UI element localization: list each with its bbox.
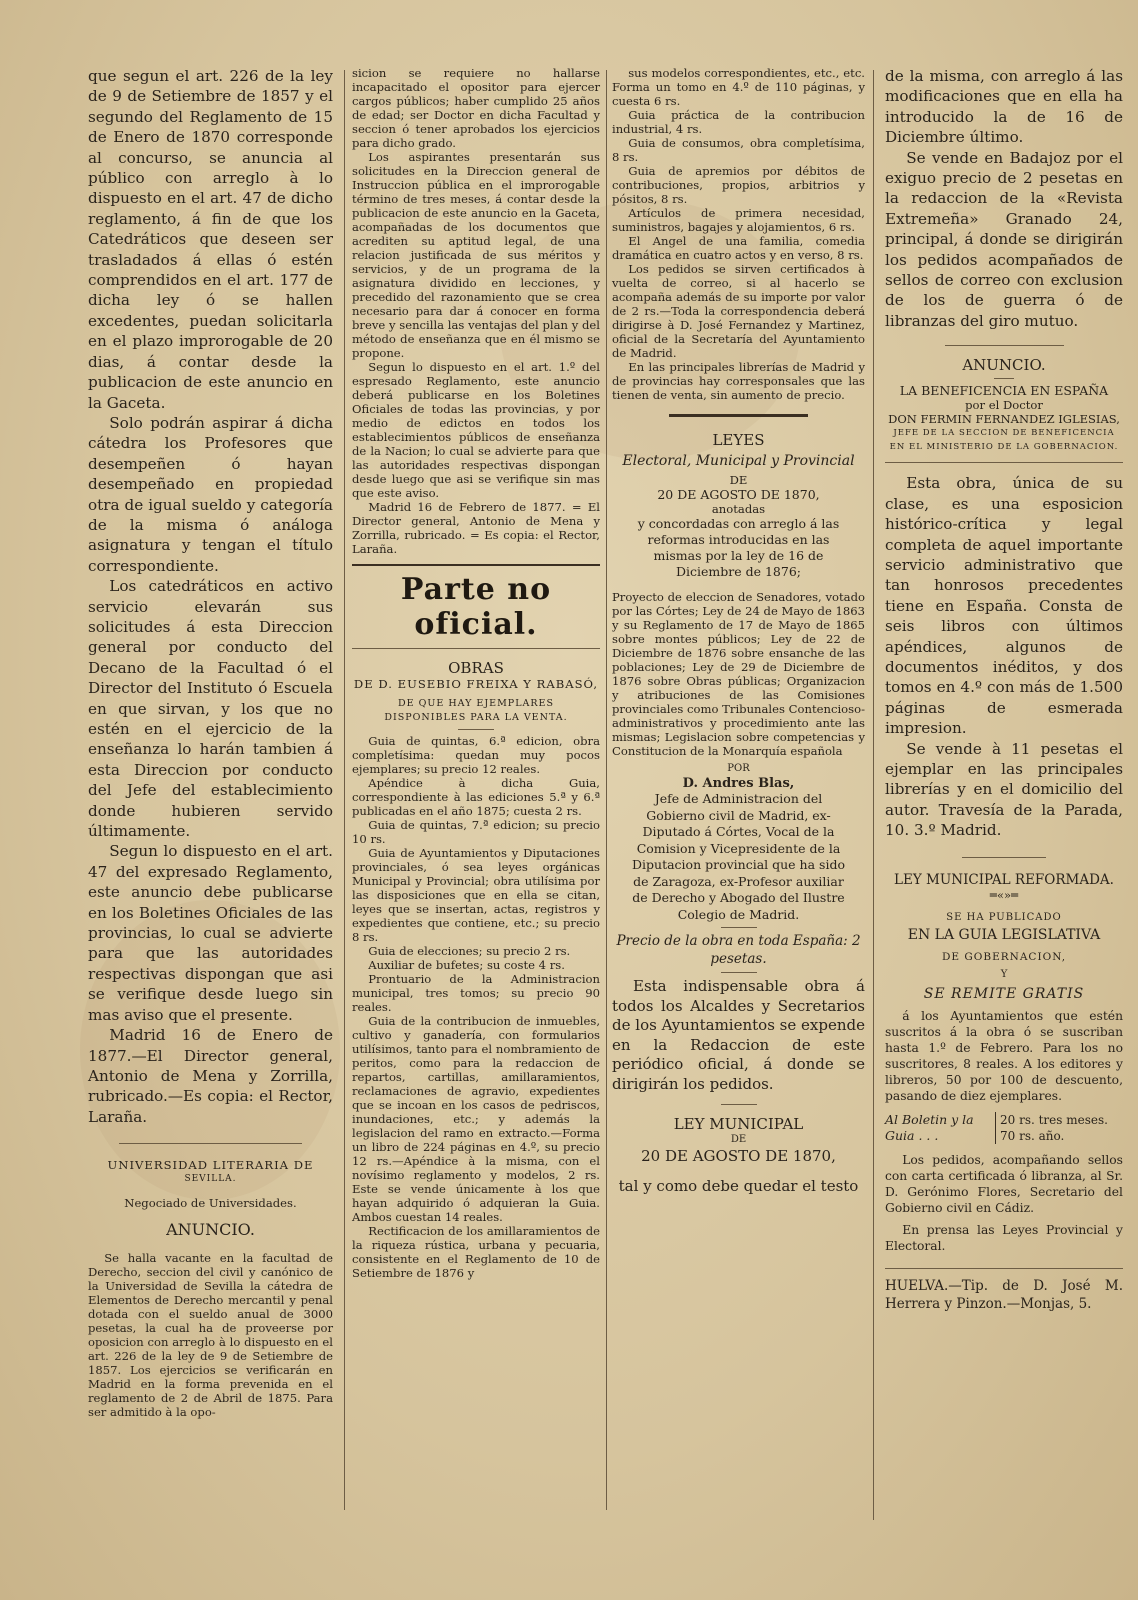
label: anotadas: [711, 502, 766, 516]
column-4: [885, 66, 1123, 1313]
paragraph: Los aspirantes presentarán sus solicitudes en la Direccion general de Instruccion pública en el improrogable término de tres meses, á contar desde la publicacion de este anuncio en la Gaceta, acompañadas de los documentos que acrediten su aptitud legal, de una relacion justificada de sus méritos y servicios, y de un programa de la asignatura dividido en lecciones, y precedido del razonamiento que se crea necesario para dar á conocer en forma breve y sencilla las ventajas del plan y del método de enseñanza que en él mismo se propone.: [352, 150, 600, 360]
price-quarter: 20 rs. tres meses.: [1000, 1112, 1108, 1127]
announcement-title: ANUNCIO.: [962, 356, 1046, 375]
column-3: [612, 66, 865, 1195]
author-name: D. Andres Blas,: [682, 776, 795, 791]
section-heading: UNIVERSIDAD LITERARIA DE: [107, 1158, 314, 1173]
paragraph: Se vende en Badajoz por el exiguo precio de 2 pesetas en la redaccion de la «Revista Extremeña» Granado 24, principal, á donde se dirigirán los pedidos acompañados de sellos de correo con exclusion de los de guerra ó de libranzas del giro mutuo.: [885, 148, 1123, 330]
paragraph: Se halla vacante en la facultad de Derecho, seccion del civil y canónico de la Universidad de Sevilla la cátedra de Elementos de Derecho mercantil y penal dotada con el sueldo anual de 3000 pesetas, la cual ha de proveerse por oposicion con arreglo à lo dispuesto en el art. 226 de la ley de 9 de Setiembre de 1857. Los ejercicios se verificarán en Madrid en la forma prevenida en el reglamento de 2 de Abril de 1875. Para ser admitido à la opo-: [88, 1251, 333, 1420]
divider: [119, 1143, 303, 1144]
price-year: 70 rs. año.: [1000, 1128, 1065, 1143]
paragraph: que segun el art. 226 de la ley de 9 de Setiembre de 1857 y el segundo del Reglamento de 15 de Enero de 1870 corresponde al concurso, se anuncia al público con arreglo à lo dispuesto en el art. 47 de dicho reglamento, á fin de que los Catedráticos que deseen ser trasladados á ellas ó estén comprendidos en el art. 177 de dicha ley ó se hallen excedentes, puedan solicitarla en el plazo improrogable de 20 dias, á contar desde la publicacion de este anuncio en la Gaceta.: [88, 67, 333, 412]
paragraph: Proyecto de eleccion de Senadores, votado por las Córtes; Ley de 24 de Mayo de 1863 y su Reglamento de 17 de Mayo de 1865 sobre montes públicos; Ley de 22 de Diciembre de 1876 sobre ensanche de las poblaciones; Ley de 29 de Diciembre de 1876 sobre Obras públicas; Organizacion y atribuciones de las Comisiones provinciales como Tribunales Contencioso-administrativos y procedimiento ante las mismas; Legislacion sobre competencias y Constitucion de la Monarquía española: [612, 590, 865, 758]
divider: [721, 972, 757, 973]
ornament: ═«»═: [989, 887, 1019, 902]
list-item: Auxiliar de bufetes; su coste 4 rs.: [368, 958, 565, 972]
paragraph: Los catedráticos en activo servicio elevarán sus solicitudes á esta Direccion general por conducto del Decano de la Facultad ó el Director del Instituto ó Escuela en que sirvan, y los que no estén en el ejercicio de la enseñanza lo harán tambien á esta Direccion por conducto del Jefe del establecimiento donde hubieren servido últimamente.: [88, 577, 333, 841]
announcement-title: ANUNCIO.: [166, 1220, 255, 1240]
date-line: 20 DE AGOSTO DE 1870,: [657, 487, 820, 502]
author-credentials: JEFE DE LA SECCION DE BENEFICENCIA EN EL MINISTERIO DE LA GOBERNACION.: [889, 428, 1119, 453]
signature-paragraph: Madrid 16 de Febrero de 1877. = El Director general, Antonio de Mena y Zorrilla, rubricado. = Es copia: el Rector, Laraña.: [352, 500, 600, 556]
printer-imprint: HUELVA.—Tip. de D. José M. Herrera y Pinzon.—Monjas, 5.: [885, 1277, 1123, 1312]
section-title: LEY MUNICIPAL REFORMADA.: [894, 871, 1114, 888]
divider: [994, 378, 1014, 379]
paragraph: Esta indispensable obra á todos los Alcaldes y Secretarios de los Ayuntamientos se expende en la Redaccion de este periódico oficial, á donde se dirigirán los pedidos.: [612, 977, 865, 1093]
label: Y: [1000, 968, 1008, 980]
label: DE: [730, 1134, 747, 1145]
subscription-prices: [995, 1112, 1108, 1144]
list-item: Guia de Ayuntamientos y Diputaciones provinciales, ó sea leyes orgánicas Municipal y Provincial; obra utilísima por las disposiciones que en ella se citan, leyes que se insertan, actas, registros y expedientes que contiene, etc.; su precio 8 rs.: [352, 846, 600, 944]
list-item: Prontuario de la Administracion municipal, tres tomos; su precio 90 reales.: [352, 972, 600, 1014]
paragraph: Se vende à 11 pesetas el ejemplar en las principales librerías y en el domicilio del autor. Travesía de la Parada, 10. 3.º Madrid.: [885, 739, 1123, 840]
signature-paragraph: Madrid 16 de Enero de 1877.—El Director general, Antonio de Mena y Zorrilla, rubricado.—Es copia: el Rector, Laraña.: [88, 1026, 333, 1126]
works-list: [352, 734, 600, 1280]
book-title: LA BENEFICENCIA EN ESPAÑA: [899, 383, 1109, 399]
list-item: Rectificacion de los amillaramientos de la riqueza rústica, urbana y pecuaria, consistente en el Reglamento de 10 de Setiembre de 1876 y: [352, 1224, 600, 1280]
list-item: Guia de consumos, obra completísima, 8 rs.: [612, 136, 865, 164]
label: por el Doctor: [965, 398, 1043, 413]
list-item: El Angel de una familia, comedia dramática en cuatro actos y en verso, 8 rs.: [612, 234, 865, 262]
divider: [669, 414, 808, 417]
paragraph: Solo podrán aspirar á dicha cátedra los Profesores que desempeñen ó hayan desempeñado en propiedad otra de igual sueldo y categoría de la misma ó análoga asignatura y tengan el título correspondiente.: [88, 413, 333, 575]
paragraph: Los pedidos, acompañando sellos con carta certificada ó libranza, al Sr. D. Gerónimo Flores, Secretario del Gobierno civil en Cádiz.: [885, 1152, 1123, 1215]
paragraph: y concordadas con arreglo á las reformas introducidas en las mismas por la ley de 16 de Diciembre de 1876;: [637, 516, 840, 579]
section-banner: Parte no oficial.: [400, 572, 552, 642]
column-rule: [873, 70, 874, 1520]
column-rule: [344, 70, 345, 1510]
author-name: DON FERMIN FERNANDEZ IGLESIAS,: [888, 412, 1120, 427]
paragraph: Segun lo dispuesto en el art. 1.º del espresado Reglamento, este anuncio deberá publicarse en los Boletines Oficiales de todas las provincias, y por medio de edictos en todos los establecimientos públicos de enseñanza de la Nacion; lo cual se advierte para que las autoridades respectivas dispongan desde luego que asi se verifique sin mas que este aviso.: [352, 360, 600, 500]
paragraph: Segun lo dispuesto en el art. 47 del expresado Reglamento, este anuncio debe publicarse en los Boletines Oficiales de las provincias, lo cual se advierte para que las autoridades respectivas dispongan que asi se verifique desde luego sin mas aviso que el presente.: [88, 842, 333, 1024]
divider: [945, 345, 1064, 346]
list-item: Guia de quintas, 7.ª edicion; su precio 10 rs.: [352, 818, 600, 846]
list-item: Apéndice à dicha Guia, correspondiente à las ediciones 5.ª y 6.ª publicadas en el año 1875; cuesta 2 rs.: [352, 776, 600, 818]
column-2: [352, 66, 600, 1280]
list-item: Guia de quintas, 6.ª edicion, obra completísima: quedan muy pocos ejemplares; su precio 12 reales.: [352, 734, 600, 776]
paragraph: En prensa las Leyes Provincial y Electoral.: [885, 1222, 1123, 1253]
section-title: EN LA GUIA LEGISLATIVA: [907, 926, 1101, 943]
divider: [458, 729, 494, 730]
section-subheading: SEVILLA.: [184, 1174, 237, 1185]
list-item: Guia práctica de la contribucion industrial, 4 rs.: [612, 108, 865, 136]
label: DE: [729, 473, 748, 487]
list-item: Guia de la contribucion de inmuebles, cultivo y ganadería, con formularios utilísimos, tanto para el nombramiento de peritos, como para la redaccion de repartos, cartillas, amillaramientos, reclamaciones de agravio, expedientes que se incoan en los casos de pedriscos, inundaciones, etc.; y además la legislacion del ramo en extracto.—Forma un libro de 224 páginas en 4.º, su precio 12 rs.—Apéndice à la misma, con el novísimo reglamento y modelos, 2 rs. Este se vende únicamente à los que hayan adquirido ó adquieran la Guia. Ambos cuestan 14 reales.: [352, 1014, 600, 1224]
label: POR: [727, 763, 750, 774]
price-line: Precio de la obra en toda España: 2 pesetas.: [616, 933, 861, 967]
list-item: En las principales librerías de Madrid y de provincias hay corresponsales que las tienen de venta, sin aumento de precio.: [612, 360, 865, 402]
column-1: [88, 66, 333, 1419]
label: SE HA PUBLICADO: [946, 911, 1062, 923]
section-title: LEY MUNICIPAL: [673, 1115, 804, 1133]
subscription-table: [885, 1112, 1123, 1144]
divider: [721, 1104, 757, 1105]
list-item: Guia de apremios por débitos de contribuciones, propios, arbitrios y pósitos, 8 rs.: [612, 164, 865, 206]
divider: [352, 648, 600, 649]
column-rule: [606, 70, 607, 1510]
divider: [962, 857, 1045, 858]
list-item: Los pedidos se sirven certificados à vuelta de correo, si al hacerlo se acompaña además de su importe por valor de 2 rs.—Toda la correspondencia deberá dirigirse à D. José Fernandez y Martinez, oficial de la Secretaría del Ayuntamiento de Madrid.: [612, 262, 865, 360]
section-title: LEYES: [712, 431, 765, 449]
divider: [721, 927, 757, 928]
availability-line: DE QUE HAY EJEMPLARES DISPONIBLES PARA LA VENTA.: [384, 698, 568, 723]
paragraph: tal y como debe quedar el testo: [618, 1177, 859, 1195]
section-title: OBRAS: [448, 659, 504, 677]
section-subtitle: Electoral, Municipal y Provincial: [622, 453, 855, 469]
list-item: Guia de elecciones; su precio 2 rs.: [368, 944, 571, 958]
paragraph: Esta obra, única de su clase, es una esposicion histórico-crítica y legal completa de aquel importante servicio administrativo que tan honrosos precedentes tiene en España. Consta de seis libros con últimos apéndices, algunos de documentos inéditos, y dos tomos en 4.º con más de 1.500 páginas de esmerada impresion.: [885, 474, 1123, 738]
list-item: Artículos de primera necesidad, suministros, bagajes y alojamientos, 6 rs.: [612, 206, 865, 234]
department-label: Negociado de Universidades.: [124, 1196, 297, 1211]
author-line: DE D. EUSEBIO FREIXA Y RABASÓ,: [353, 677, 599, 691]
list-item: sus modelos correspondientes, etc., etc. Forma un tomo en 4.º de 110 páginas, y cuesta 6 rs.: [612, 66, 865, 108]
paragraph: á los Ayuntamientos que estén suscritos á la obra ó se suscriban hasta 1.º de Febrero. Para los no suscritores, 8 reales. A los editores y libreros, 50 por 100 de descuento, pasando de diez ejemplares.: [885, 1008, 1123, 1103]
date-line: 20 DE AGOSTO DE 1870,: [641, 1147, 836, 1165]
divider: [885, 462, 1123, 463]
subscription-label: Al Boletin y la Guia . . .: [885, 1111, 974, 1143]
paragraph: de la misma, con arreglo á las modificaciones que en ella ha introducido la de 16 de Diciembre último.: [885, 67, 1123, 147]
section-title: SE REMITE GRATIS: [923, 985, 1085, 1002]
works-list: [612, 66, 865, 402]
author-credentials: Jefe de Administracion del Gobierno civil de Madrid, ex-Diputado á Córtes, Vocal de la Comision y Vicepresidente de la Diputacion provincial que ha sido de Zaragoza, ex-Profesor auxiliar de Derecho y Abogado del Ilustre Colegio de Madrid.: [632, 791, 845, 922]
paragraph: sicion se requiere no hallarse incapacitado el opositor para ejercer cargos públicos; haber cumplido 25 años de edad; ser Doctor en dicha Facultad y seccion ó tener aprobados los ejercicios para dicho grado.: [352, 66, 600, 150]
divider: [885, 1268, 1123, 1269]
label: DE GOBERNACION,: [941, 950, 1067, 963]
divider: [352, 564, 600, 566]
